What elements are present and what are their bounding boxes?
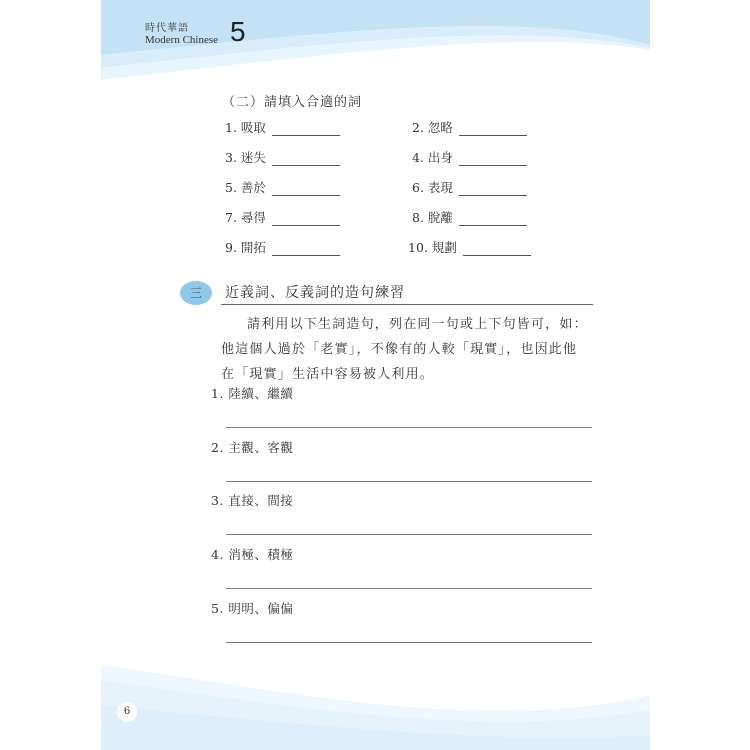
- textbook-page: [101, 0, 650, 750]
- exercise-item-label: 5. 明明、偏偏: [211, 601, 294, 616]
- answer-blank[interactable]: [459, 211, 527, 226]
- fill-item: [225, 118, 340, 136]
- fill-item-label: 10. 規劃: [408, 240, 457, 255]
- answer-blank[interactable]: [272, 211, 340, 226]
- header-wave-decoration: [101, 0, 650, 110]
- fill-item: [225, 148, 340, 166]
- fill-item: [408, 238, 531, 256]
- instruction-line: 在「現實」生活中容易被人利用。: [221, 367, 435, 382]
- fill-item-label: 7. 尋得: [225, 210, 266, 225]
- answer-line[interactable]: [226, 534, 592, 535]
- fill-item: [412, 178, 527, 196]
- exercise-item-label: 3. 直接、間接: [211, 493, 294, 508]
- fill-item-label: 9. 開拓: [225, 240, 266, 255]
- fill-item-label: 4. 出身: [412, 150, 453, 165]
- fill-item-label: 5. 善於: [225, 180, 266, 195]
- section3-title-rule: [221, 304, 593, 305]
- fill-item: [412, 118, 527, 136]
- instruction-line: 請利用以下生詞造句，列在同一句或上下句皆可，如：: [247, 317, 588, 332]
- fill-item-label: 8. 脫離: [412, 210, 453, 225]
- answer-line[interactable]: [226, 642, 592, 643]
- section3-instructions: [221, 312, 601, 387]
- fill-item: [225, 208, 340, 226]
- section3-number-badge: 三: [180, 281, 212, 305]
- answer-blank[interactable]: [459, 121, 527, 136]
- section3-title: 近義詞、反義詞的造句練習: [225, 285, 405, 301]
- section2-title: （二）請填入合適的詞: [222, 95, 363, 110]
- answer-line[interactable]: [226, 481, 592, 482]
- fill-item: [412, 148, 527, 166]
- answer-blank[interactable]: [272, 181, 340, 196]
- fill-item-label: 3. 迷失: [225, 150, 266, 165]
- answer-blank[interactable]: [272, 121, 340, 136]
- exercise-item-label: 4. 消極、積極: [211, 547, 294, 562]
- fill-item-label: 1. 吸取: [225, 120, 266, 135]
- answer-blank[interactable]: [459, 151, 527, 166]
- fill-item: [412, 208, 527, 226]
- instruction-line: 他這個人過於「老實」，不像有的人較「現實」，也因此他: [221, 342, 578, 357]
- answer-blank[interactable]: [463, 241, 531, 256]
- answer-line[interactable]: [226, 427, 592, 428]
- book-title-chinese: 時代華語: [145, 23, 189, 34]
- answer-blank[interactable]: [272, 241, 340, 256]
- answer-blank[interactable]: [272, 151, 340, 166]
- fill-item: [225, 178, 340, 196]
- fill-item-label: 6. 表現: [412, 180, 453, 195]
- exercise-item-label: 2. 主觀、客觀: [211, 440, 294, 455]
- page-number: 6: [117, 702, 137, 722]
- exercise-item-label: 1. 陸續、繼續: [211, 386, 294, 401]
- book-title-english: Modern Chinese: [145, 34, 219, 46]
- fill-item: [225, 238, 340, 256]
- answer-blank[interactable]: [459, 181, 527, 196]
- fill-item-label: 2. 忽略: [412, 120, 453, 135]
- footer-wave-decoration: [101, 640, 650, 750]
- volume-number: 5: [230, 16, 246, 47]
- answer-line[interactable]: [226, 588, 592, 589]
